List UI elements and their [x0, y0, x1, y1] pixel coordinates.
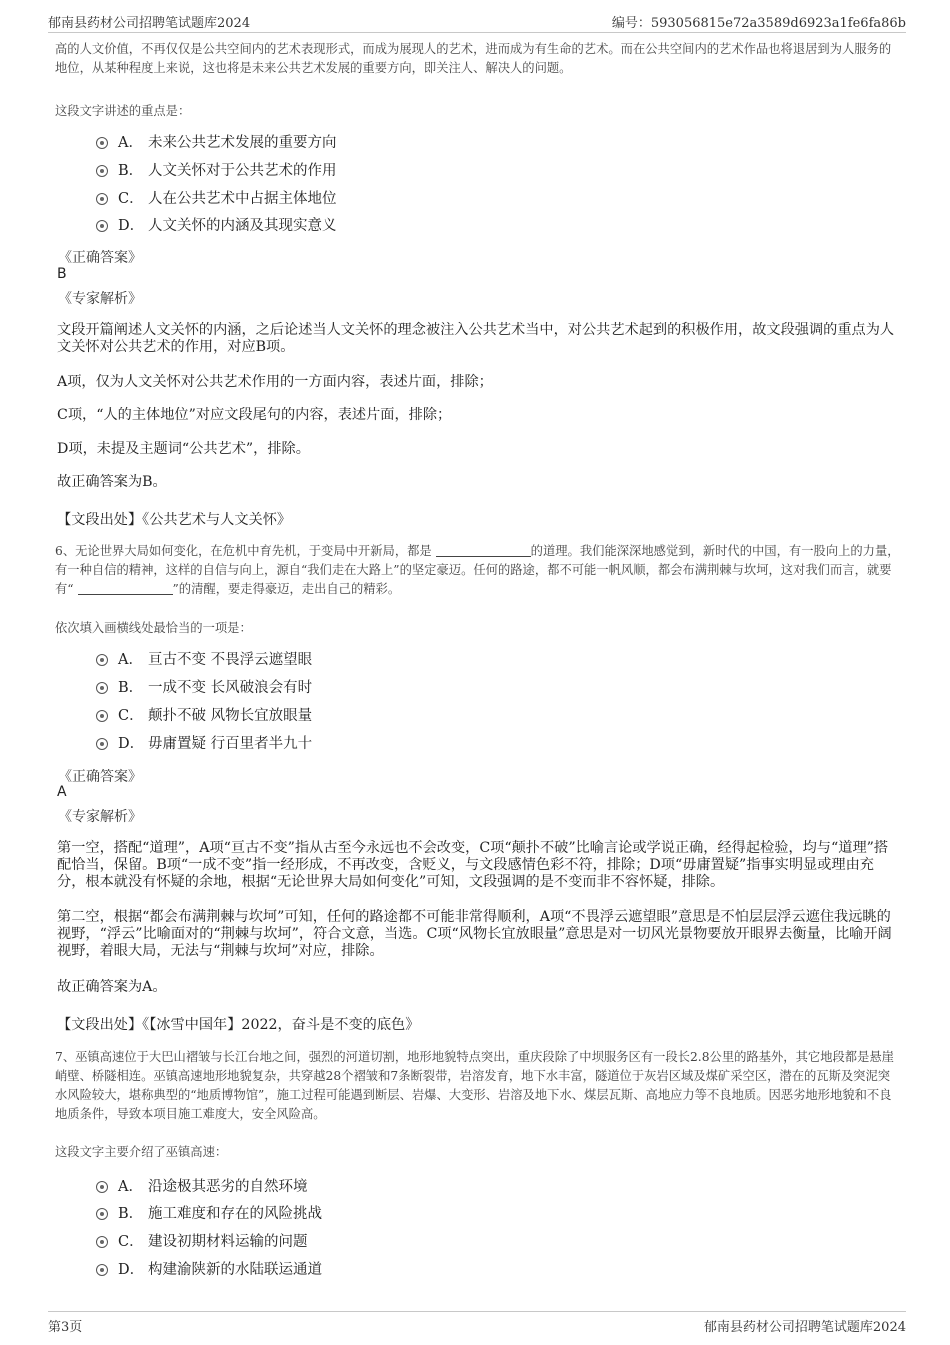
q5-analysis-3: C项，“人的主体地位”对应文段尾句的内容，表述片面，排除； — [57, 407, 452, 423]
radio-icon[interactable] — [96, 165, 108, 177]
q5-source: 【文段出处】《公共艺术与人文关怀》 — [57, 512, 292, 528]
radio-icon[interactable] — [96, 220, 108, 232]
q5-analysis-2: A项，仅为人文关怀对公共艺术作用的一方面内容，表述片面，排除； — [57, 374, 493, 390]
q6-analysis-3: 故正确答案为A。 — [57, 979, 167, 995]
q6-analysis-1: 第一空，搭配“道理”，A项“亘古不变”指从古至今永远也不会改变，C项“颠扑不破”比喻言论或学说正确，经得起检验，均与“道理”搭配恰当，保留。B项“一成不变”指一经形成，不再改变，含贬义，与文段感情色彩不符，排除；D项“毋庸置疑”指事实明显或理由充分，根本就没有怀疑的余地，根据“无论世界大局如何变化”可知，文段强调的是不变而非不容怀疑，排除。 — [57, 840, 889, 890]
q6-question: 依次填入画横线处最恰当的一项是： — [55, 621, 252, 635]
radio-icon[interactable] — [96, 1208, 108, 1220]
q5-passage: 高的人文价值，不再仅仅是公共空间内的艺术表现形式，而成为展现人的艺术，进而成为有生命的艺术。而在公共空间内的艺术作品也将退居到为人服务的地位，从某种程度上来说，这也将是未来公共艺术发展的重要方向，即关注人、解决人的问题。 — [55, 42, 892, 75]
q6-option-a[interactable]: A． 亘古不变 不畏浮云遮望眼 — [96, 650, 312, 670]
q7-option-d[interactable]: D． 构建渝陕新的水陆联运通道 — [96, 1260, 322, 1280]
header-title: 郁南县药材公司招聘笔试题库2024 — [48, 16, 251, 31]
radio-icon[interactable] — [96, 1264, 108, 1276]
q5-analysis-label: 《专家解析》 — [58, 291, 142, 307]
q5-question: 这段文字讲述的重点是： — [55, 104, 191, 118]
radio-icon[interactable] — [96, 1236, 108, 1248]
q6-analysis-2: 第二空，根据“都会布满荆棘与坎坷”可知，任何的路途都不可能非常得顺利，A项“不畏浮云遮望眼”意思是不怕层层浮云遮住我远眺的视野，“浮云”比喻面对的“荆棘与坎坷”，符合文意，当选。C项“风物长宜放眼量”意思是对一切风光景物要放开眼界去衡量，比喻开阔视野，着眼大局，无法与“荆棘与坎坷”对应，排除。 — [57, 909, 892, 959]
radio-icon[interactable] — [96, 1181, 108, 1193]
fill-blank-2[interactable] — [78, 582, 173, 595]
q6-option-d[interactable]: D． 毋庸置疑 行百里者半九十 — [96, 734, 312, 754]
q6-answer: A — [57, 784, 67, 800]
q5-option-b[interactable]: B． 人文关怀对于公共艺术的作用 — [96, 161, 337, 181]
q6-answer-label: 《正确答案》 — [58, 769, 142, 785]
header-serial: 编号：593056815e72a3589d6923a1fe6fa86b — [611, 16, 906, 31]
radio-icon[interactable] — [96, 654, 108, 666]
radio-icon[interactable] — [96, 137, 108, 149]
q5-answer: B — [57, 266, 67, 282]
footer-title: 郁南县药材公司招聘笔试题库2024 — [703, 1320, 906, 1335]
q7-option-a[interactable]: A． 沿途极其恶劣的自然环境 — [96, 1177, 308, 1197]
q6-option-c[interactable]: C． 颠扑不破 风物长宜放眼量 — [96, 706, 312, 726]
q5-option-d[interactable]: D． 人文关怀的内涵及其现实意义 — [96, 216, 337, 236]
q5-analysis-4: D项，未提及主题词“公共艺术”，排除。 — [57, 441, 310, 457]
q7-passage: 7、巫镇高速位于大巴山褶皱与长江台地之间，强烈的河道切割，地形地貌特点突出，重庆段除了中坝服务区有一段长2.8公里的路基外，其它地段都是悬崖峭壁、桥隧相连。巫镇高速地形地貌复杂，共穿越28个褶皱和7条断裂带，岩溶发育，地下水丰富，隧道位于灰岩区域及煤矿采空区，潜在的瓦斯及突泥突水风险较大，堪称典型的“地质博物馆”，施工过程可能遇到断层、岩爆、大变形、岩溶及地下水、煤层瓦斯、高地应力等不良地质。因恶劣地形地貌和不良地质条件，导致本项目施工难度大，安全风险高。 — [55, 1050, 894, 1121]
fill-blank-1[interactable] — [436, 544, 531, 557]
q6-source: 【文段出处】《【冰雪中国年】2022，奋斗是不变的底色》 — [57, 1017, 420, 1033]
q5-answer-label: 《正确答案》 — [58, 250, 142, 266]
radio-icon[interactable] — [96, 682, 108, 694]
q7-question: 这段文字主要介绍了巫镇高速： — [55, 1145, 228, 1159]
q5-option-a[interactable]: A． 未来公共艺术发展的重要方向 — [96, 133, 337, 153]
q7-option-b[interactable]: B． 施工难度和存在的风险挑战 — [96, 1204, 322, 1224]
radio-icon[interactable] — [96, 710, 108, 722]
page-header — [48, 10, 906, 33]
radio-icon[interactable] — [96, 738, 108, 750]
q7-option-c[interactable]: C． 建设初期材料运输的问题 — [96, 1232, 308, 1252]
radio-icon[interactable] — [96, 193, 108, 205]
q6-analysis-label: 《专家解析》 — [58, 809, 142, 825]
q5-analysis-5: 故正确答案为B。 — [57, 474, 167, 490]
page-number: 第3页 — [48, 1320, 83, 1335]
q5-analysis-1: 文段开篇阐述人文关怀的内涵，之后论述当人文关怀的理念被注入公共艺术当中，对公共艺术起到的积极作用，故文段强调的重点为人文关怀对公共艺术的作用，对应B项。 — [57, 322, 895, 355]
q6-option-b[interactable]: B． 一成不变 长风破浪会有时 — [96, 678, 312, 698]
q5-option-c[interactable]: C． 人在公共艺术中占据主体地位 — [96, 189, 337, 209]
q6-passage: 6、无论世界大局如何变化，在危机中育先机，于变局中开新局，都是 的道理。我们能深深地感觉到，新时代的中国，有一股向上的力量，有一种自信的精神，这样的自信与向上，源自“我们走在大路上”的坚定豪迈。任何的路途，都不可能一帆风顺，都会布满荆棘与坎坷，这对我们而言，就要有“ ”的清醒，要走得豪迈，走出自己的精彩。 — [55, 544, 900, 596]
page-footer — [48, 1311, 906, 1336]
